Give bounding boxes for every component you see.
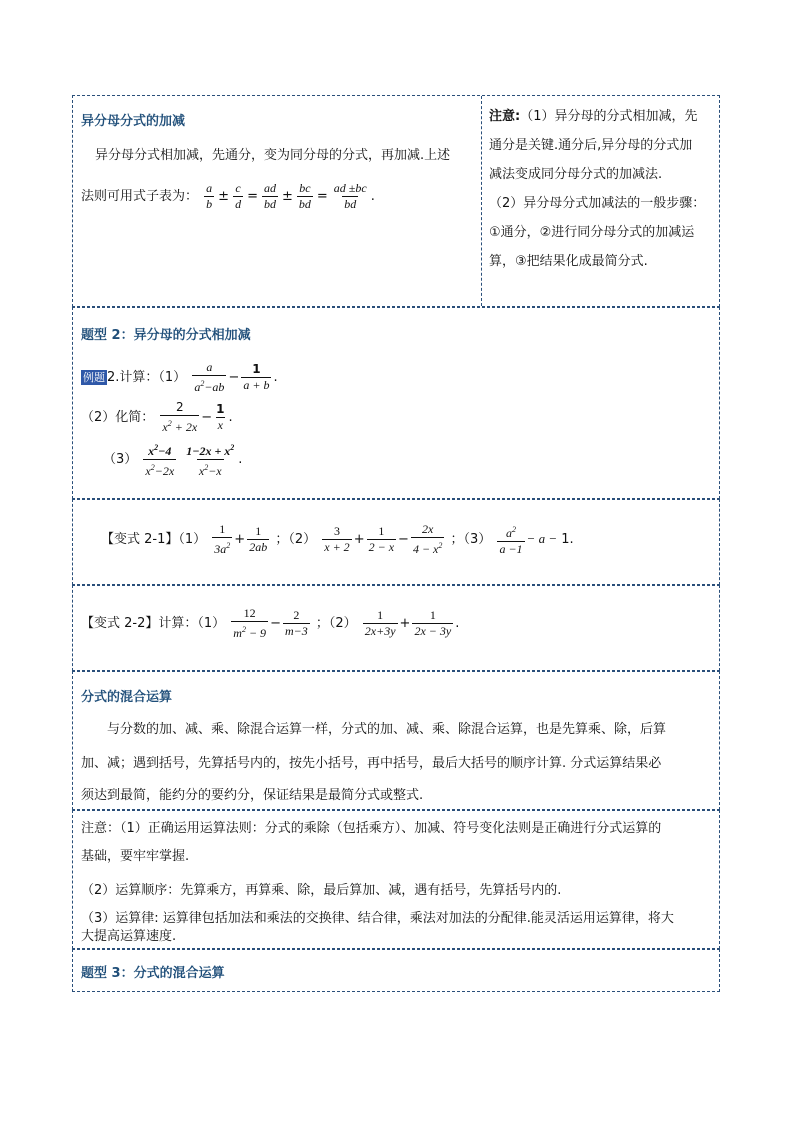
- variant-2-2: 【变式 2-2】计算：（1） $\frac{12}{m^2 - 9}$ − $\frac{2}{m-3}$ ；（2） $\frac{1}{2x+3y}$ + $\frac{1}{2x - 3y}$ .: [81, 606, 460, 640]
- concept-box-fraction-add-sub: [72, 95, 720, 307]
- example-2-part3: （3） $\frac{x^2-4}{x^2-2x}$ $\frac{1-2x + x^2}{x^2-x}$ .: [103, 443, 243, 478]
- example-badge: 例题: [83, 371, 105, 384]
- note-line1: 注意：（1）正确运用运算法则：分式的乘除（包括乘方）、加减、符号变化法则是正确进行分式运算的: [81, 821, 662, 836]
- note-label: 注意:: [489, 109, 521, 124]
- example-box-type2: [72, 307, 720, 499]
- section-title: 题型 3：分式的混合运算: [81, 966, 225, 981]
- rule-paragraph-line1: 异分母分式相加减，先通分，变为同分母的分式，再加减.上述: [95, 148, 451, 163]
- note-line4: （3）运算律: 运算律包括加法和乘法的交换律、结合律，乘法对加法的分配律.能灵活运用运算律，将大: [81, 911, 674, 926]
- note-line5: 大提高运算速度.: [81, 929, 177, 944]
- note-line2: 基础，要牢牢掌握.: [81, 849, 190, 864]
- section-title: 题型 2：异分母的分式相加减: [81, 328, 251, 343]
- concept-box-mixed-operations: [72, 671, 720, 810]
- variant-2-1: 【变式 2-1】（1） $\frac{1}{3a^2}$ + $\frac{1}{2ab}$ ；（2） $\frac{3}{x + 2}$ + $\frac{1}{2 - x}$ − $\frac{2x}{4 - x^2}$ ；（3） $\frac{a^2}{a -1}$ − a − 1.: [101, 522, 574, 556]
- rule-paragraph-line2: 法则可用式子表为： $\frac{a}{b}$ ± $\frac{c}{d}$ = $\frac{ad}{bd}$ ± $\frac{bc}{bd}$ = $\frac{ad \pm bc}{bd}$ .: [81, 181, 375, 211]
- example-box-type3: [72, 949, 720, 992]
- paragraph-line1: 与分数的加、减、乘、除混合运算一样，分式的加、减、乘、除混合运算，也是先算乘、除，后算: [107, 722, 667, 737]
- example-2-part1: 例题 2.计算：（1） $\frac{a}{a^2-ab}$ − $\frac{1}{a + b}$ .: [83, 360, 278, 394]
- note-box-mixed-operations: [72, 810, 720, 949]
- note-line3: （2）运算顺序：先算乘方，再算乘、除，最后算加、减，遇有括号，先算括号内的.: [81, 883, 562, 898]
- variant-2-1-box: [72, 499, 720, 585]
- note-panel: 注意:（1）异分母的分式相加减，先 通分是关键.通分后,异分母的分式加 减法变成同分母分式的加减法. （2）异分母分式加减法的一般步骤： ①通分，②进行同分母分式的加减运 算，③把结果化成最简分式.: [489, 109, 706, 269]
- variant-2-2-box: [72, 585, 720, 671]
- paragraph-line3: 须达到最简，能约分的要约分，保证结果是最简分式或整式.: [81, 788, 424, 803]
- example-2-part2: （2）化简： $\frac{2}{x^2 + 2x}$ − $\frac{1}{x}$ .: [81, 400, 233, 434]
- section-title: 异分母分式的加减: [81, 114, 186, 129]
- box-divider: [481, 96, 482, 306]
- section-title: 分式的混合运算: [81, 690, 173, 705]
- paragraph-line2: 加、减；遇到括号，先算括号内的，按先小括号，再中括号，最后大括号的顺序计算. 分式运算结果必: [81, 756, 662, 771]
